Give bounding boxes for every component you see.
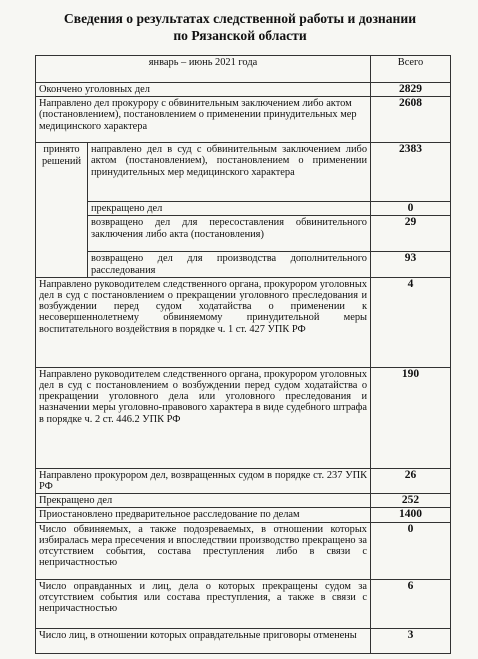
total-header: Всего: [371, 56, 451, 83]
table-row: [36, 494, 451, 508]
row-label: Число оправданных и лиц, дела о которых прекращены судом за отсутствием события или состава преступления, а также в связи с непричастностью: [36, 579, 371, 628]
results-table: [35, 55, 451, 654]
row-value: 6: [371, 579, 451, 628]
decision-value: 93: [371, 252, 451, 277]
decision-row: [36, 252, 451, 277]
decision-label: прекращено дел: [88, 202, 371, 216]
row-label: Число лиц, в отношении которых оправдательные приговоры отменены: [36, 628, 371, 653]
row-label: Направлено дел прокурору с обвинительным заключением либо актом (постановлением), постановлением о применении принудительных мер медицинского характера: [36, 97, 371, 143]
table-row: [36, 628, 451, 653]
decision-label: возвращено дел для производства дополнительного расследования: [88, 252, 371, 277]
row-value: 190: [371, 367, 451, 468]
table-row: [36, 579, 451, 628]
decision-label: возвращено дел для пересоставления обвинительного заключения либо акта (постановления): [88, 216, 371, 252]
decision-value: 29: [371, 216, 451, 252]
row-value: 1400: [371, 508, 451, 522]
row-value: 2829: [371, 83, 451, 97]
row-value: 3: [371, 628, 451, 653]
group-label-line-2: решений: [41, 156, 82, 168]
group-label-line-1: принято: [43, 144, 80, 156]
table-row: [36, 367, 451, 468]
table-header-row: [36, 56, 451, 83]
row-label: Приостановлено предварительное расследование по делам: [36, 508, 371, 522]
title-line-1: Сведения о результатах следственной работы и дознании: [63, 11, 417, 26]
decisions-group-label: [36, 143, 88, 278]
row-label: Направлено руководителем следственного органа, прокурором уголовных дел в суд с постановлением о возбуждении перед судом ходатайства о прекращении уголовного дела или уголовного преследования и назначении меры уголовно-правового характера в виде судебного штрафа в порядке ч. 2 ст. 446.2 УПК РФ: [36, 367, 371, 468]
decision-value: 2383: [371, 143, 451, 202]
row-label: Окончено уголовных дел: [36, 83, 371, 97]
row-value: 252: [371, 494, 451, 508]
row-value: 0: [371, 522, 451, 579]
period-header: январь – июнь 2021 года: [36, 56, 371, 83]
row-label: Направлено руководителем следственного органа, прокурором уголовных дел в суд с постановлением о прекращении уголовного преследования и возбуждении перед судом ходатайства о применении к несовершеннолетнему обвиняемому принудительной меры воспитательного воздействия в порядке ч. 1 ст. 427 УПК РФ: [36, 277, 371, 367]
row-value: 4: [371, 277, 451, 367]
table-row: [36, 468, 451, 493]
table-row: [36, 83, 451, 97]
decision-row: [36, 202, 451, 216]
decision-label: направлено дел в суд с обвинительным заключением либо актом (постановлением), постановлением о применении принудительных мер медицинского характера: [88, 143, 371, 202]
row-label: Число обвиняемых, а также подозреваемых, в отношении которых избиралась мера пресечения и впоследствии производство прекращено за отсутствием события, состава преступления либо в связи с непричастностью: [36, 522, 371, 579]
row-label: Направлено прокурором дел, возвращенных судом в порядке ст. 237 УПК РФ: [36, 468, 371, 493]
table-row: [36, 277, 451, 367]
title-line-2: по Рязанской области: [173, 28, 307, 43]
decision-row: [36, 216, 451, 252]
row-value: 26: [371, 468, 451, 493]
table-row: [36, 508, 451, 522]
table-row: [36, 522, 451, 579]
table-row: [36, 97, 451, 143]
row-value: 2608: [371, 97, 451, 143]
decision-row: [36, 143, 451, 202]
document-title: [20, 10, 460, 44]
row-label: Прекращено дел: [36, 494, 371, 508]
decision-value: 0: [371, 202, 451, 216]
